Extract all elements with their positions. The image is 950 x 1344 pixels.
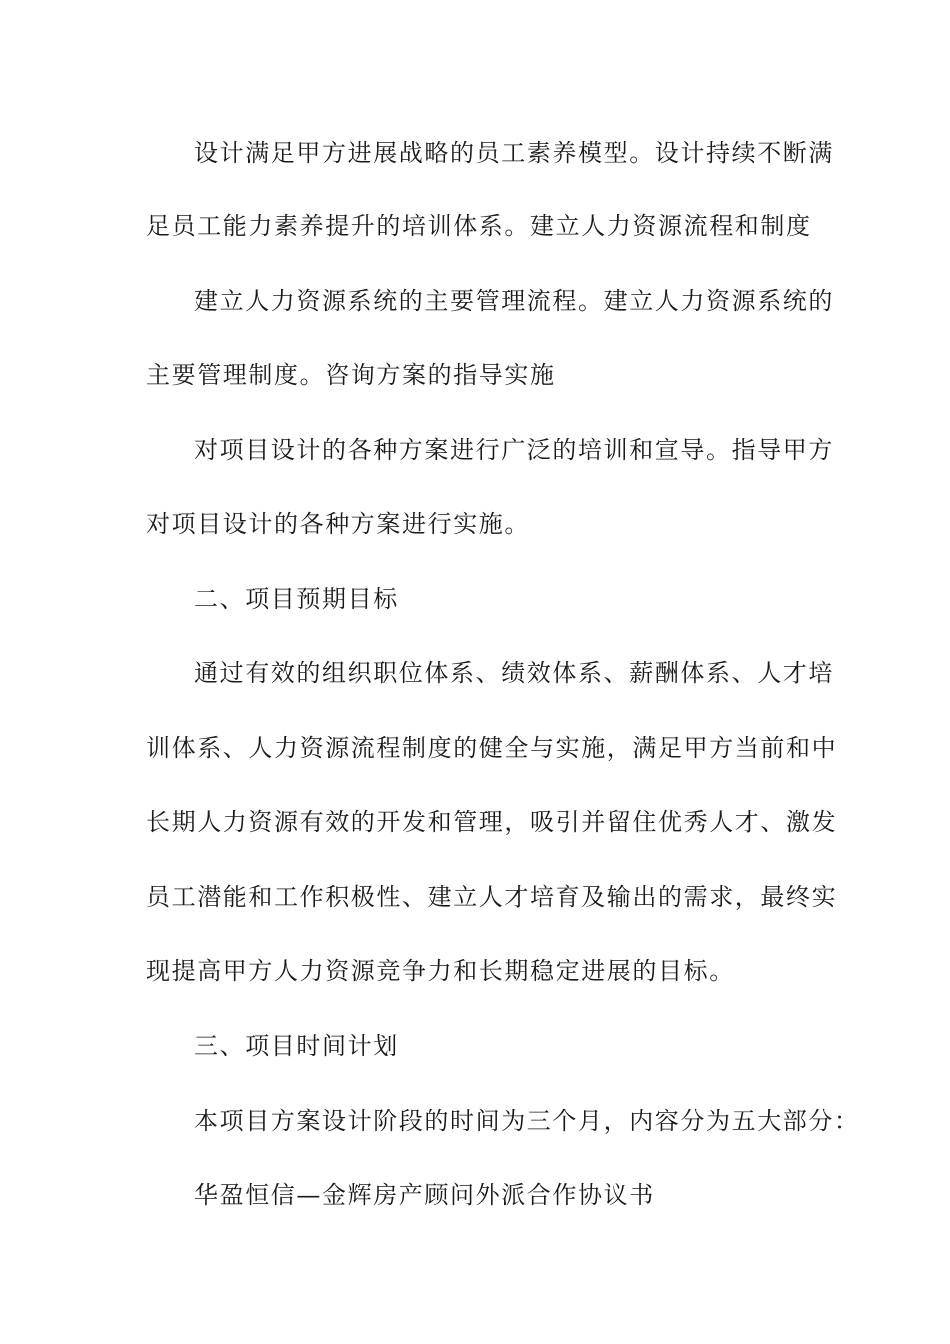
paragraph-line: 训体系、人力资源流程制度的健全与实施，满足甲方当前和中 <box>146 734 838 762</box>
paragraph-line: 通过有效的组织职位体系、绩效体系、薪酬体系、人才培 <box>194 659 834 687</box>
paragraph-line: 对项目设计的各种方案进行实施。 <box>146 510 530 538</box>
paragraph-line: 华盈恒信—金辉房产顾问外派合作协议书 <box>194 1181 655 1209</box>
section-heading: 三、项目时间计划 <box>194 1032 399 1060</box>
paragraph-line: 现提高甲方人力资源竞争力和长期稳定进展的目标。 <box>146 957 735 985</box>
paragraph-line: 对项目设计的各种方案进行广泛的培训和宣导。指导甲方 <box>194 436 834 464</box>
paragraph-line: 本项目方案设计阶段的时间为三个月，内容分为五大部分： <box>194 1107 860 1135</box>
section-heading: 二、项目预期目标 <box>194 585 399 613</box>
paragraph-line: 长期人力资源有效的开发和管理，吸引并留住优秀人才、激发 <box>146 808 838 836</box>
paragraph-line: 主要管理制度。咨询方案的指导实施 <box>146 361 556 389</box>
paragraph-line: 员工潜能和工作积极性、建立人才培育及输出的需求，最终实 <box>146 883 838 911</box>
paragraph-line: 设计满足甲方进展战略的员工素养模型。设计持续不断满 <box>194 139 834 167</box>
paragraph-line: 建立人力资源系统的主要管理流程。建立人力资源系统的 <box>194 287 834 315</box>
paragraph-line: 足员工能力素养提升的培训体系。建立人力资源流程和制度 <box>146 212 812 240</box>
